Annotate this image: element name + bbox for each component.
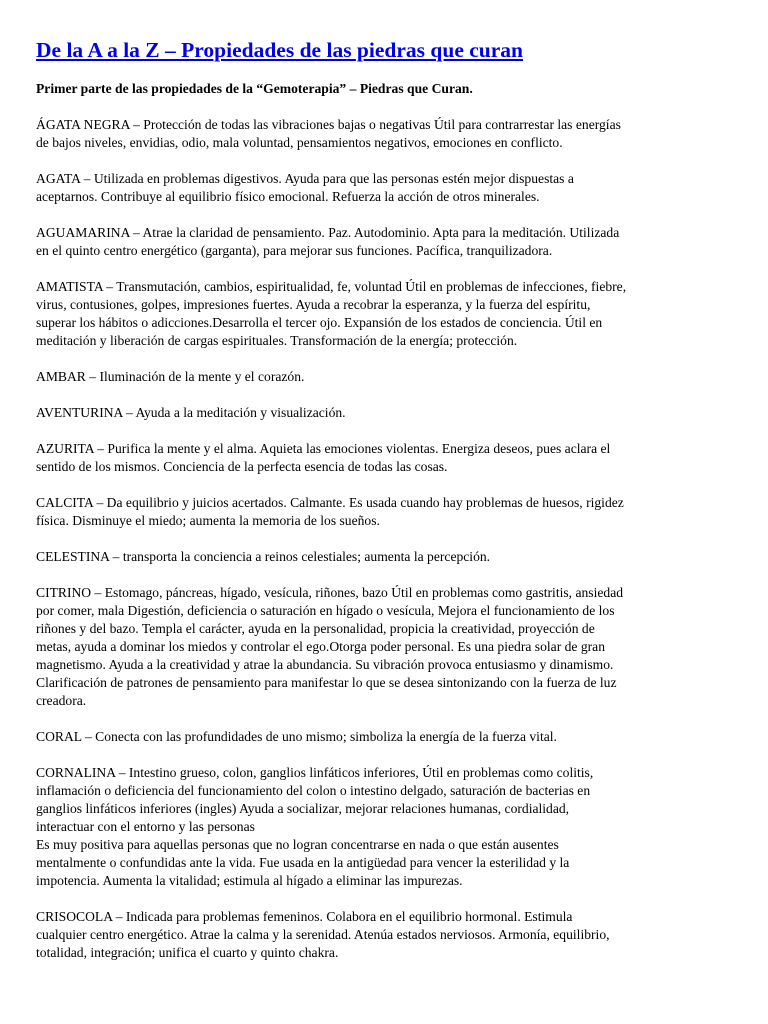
entry-line: totalidad, integración; unifica el cuarto y quinto chakra. — [36, 945, 339, 960]
document-page — [36, 36, 736, 962]
stone-entry — [36, 116, 736, 152]
entry-line: AZURITA – Purifica la mente y el alma. Aquieta las emociones violentas. Energiza deseos, pues aclara el — [36, 441, 611, 456]
entry-line: CRISOCOLA – Indicada para problemas femeninos. Colabora en el equilibrio hormonal. Estimula — [36, 909, 573, 924]
stone-entry — [36, 728, 736, 746]
entry-line: Es muy positiva para aquellas personas que no logran concentrarse en nada o que están ausentes — [36, 837, 559, 852]
entry-line: AGATA – Utilizada en problemas digestivos. Ayuda para que las personas estén mejor dispuestas a — [36, 171, 574, 186]
entry-line: AMBAR – Iluminación de la mente y el corazón. — [36, 369, 305, 384]
entry-line: CORNALINA – Intestino grueso, colon, ganglios linfáticos inferiores, Útil en problemas como colitis, — [36, 765, 594, 780]
entry-line: superar los hábitos o adicciones.Desarrolla el tercer ojo. Expansión de los estados de conciencia. Útil en — [36, 315, 603, 330]
entry-line: mentalmente o confundidas ante la vida. Fue usada en la antigüedad para vencer la esterilidad y la — [36, 855, 570, 870]
stone-entry — [36, 278, 736, 350]
entry-line: magnetismo. Ayuda a la creatividad y atrae la abundancia. Su vibración provoca entusiasmo y dinamismo. — [36, 657, 614, 672]
entry-line: impotencia. Aumenta la vitalidad; estimula al hígado a eliminar las impurezas. — [36, 873, 463, 888]
entry-line: CELESTINA – transporta la conciencia a reinos celestiales; aumenta la percepción. — [36, 549, 491, 564]
entry-line: CORAL – Conecta con las profundidades de uno mismo; simboliza la energía de la fuerza vital. — [36, 729, 557, 744]
entry-line: aceptarnos. Contribuye al equilibrio físico emocional. Refuerza la acción de otros minerales. — [36, 189, 540, 204]
entry-line: creadora. — [36, 693, 87, 708]
entry-line: en el quinto centro energético (garganta), para mejorar sus funciones. Pacífica, tranquilizadora. — [36, 243, 553, 258]
stone-entry — [36, 584, 736, 710]
stone-entry — [36, 404, 736, 422]
entry-line: AVENTURINA – Ayuda a la meditación y visualización. — [36, 405, 346, 420]
entry-line: ganglios linfáticos inferiores (ingles) Ayuda a socializar, mejorar relaciones humanas, cordialidad, — [36, 801, 570, 816]
stone-entry — [36, 908, 736, 962]
entry-line: inflamación o deficiencia del funcionamiento del colon o intestino delgado, saturación de bacterias en — [36, 783, 591, 798]
stone-entry — [36, 368, 736, 386]
entry-line: CITRINO – Estomago, páncreas, hígado, vesícula, riñones, bazo Útil en problemas como gastritis, ansiedad — [36, 585, 624, 600]
entry-line: cualquier centro energético. Atrae la calma y la serenidad. Atenúa estados nerviosos. Armonía, equilibrio, — [36, 927, 610, 942]
entry-line: física. Disminuye el miedo; aumenta la memoria de los sueños. — [36, 513, 380, 528]
entry-line: riñones y del bazo. Templa el carácter, ayuda en la personalidad, propicia la creatividad, proyección de — [36, 621, 595, 636]
stone-entry — [36, 548, 736, 566]
entry-line: AMATISTA – Transmutación, cambios, espiritualidad, fe, voluntad Útil en problemas de infecciones, fiebre, — [36, 279, 627, 294]
stone-entry — [36, 764, 736, 890]
entry-line: Clarificación de patrones de pensamiento para manifestar lo que se desea sintonizando con la fuerza de luz — [36, 675, 617, 690]
entry-line: de bajos niveles, envidias, odio, mala voluntad, pensamientos negativos, emociones en conflicto. — [36, 135, 563, 150]
stone-entries-list — [36, 116, 736, 962]
entry-line: CALCITA – Da equilibrio y juicios acertados. Calmante. Es usada cuando hay problemas de huesos, rigidez — [36, 495, 624, 510]
stone-entry — [36, 494, 736, 530]
entry-line: metas, ayuda a dominar los miedos y controlar el ego.Otorga poder personal. Es una piedra solar de gran — [36, 639, 605, 654]
page-title-link[interactable]: De la A a la Z – Propiedades de las piedras que curan — [36, 38, 523, 62]
entry-line: ÁGATA NEGRA – Protección de todas las vibraciones bajas o negativas Útil para contrarrestar las energías — [36, 117, 621, 132]
stone-entry — [36, 170, 736, 206]
entry-line: AGUAMARINA – Atrae la claridad de pensamiento. Paz. Autodominio. Apta para la meditación. Utilizada — [36, 225, 620, 240]
entry-line: interactuar con el entorno y las personas — [36, 819, 255, 834]
stone-entry — [36, 224, 736, 260]
stone-entry — [36, 440, 736, 476]
intro-paragraph: Primer parte de las propiedades de la “Gemoterapia” – Piedras que Curan. — [36, 81, 473, 96]
entry-line: por comer, mala Digestión, deficiencia o saturación en hígado o vesícula, Mejora el funcionamiento de los — [36, 603, 615, 618]
entry-line: virus, contusiones, golpes, impresiones fuertes. Ayuda a recobrar la esperanza, y la fuerza del espíritu, — [36, 297, 591, 312]
entry-line: meditación y liberación de cargas espirituales. Transformación de la energía; protección. — [36, 333, 518, 348]
entry-line: sentido de los mismos. Conciencia de la perfecta esencia de todas las cosas. — [36, 459, 448, 474]
